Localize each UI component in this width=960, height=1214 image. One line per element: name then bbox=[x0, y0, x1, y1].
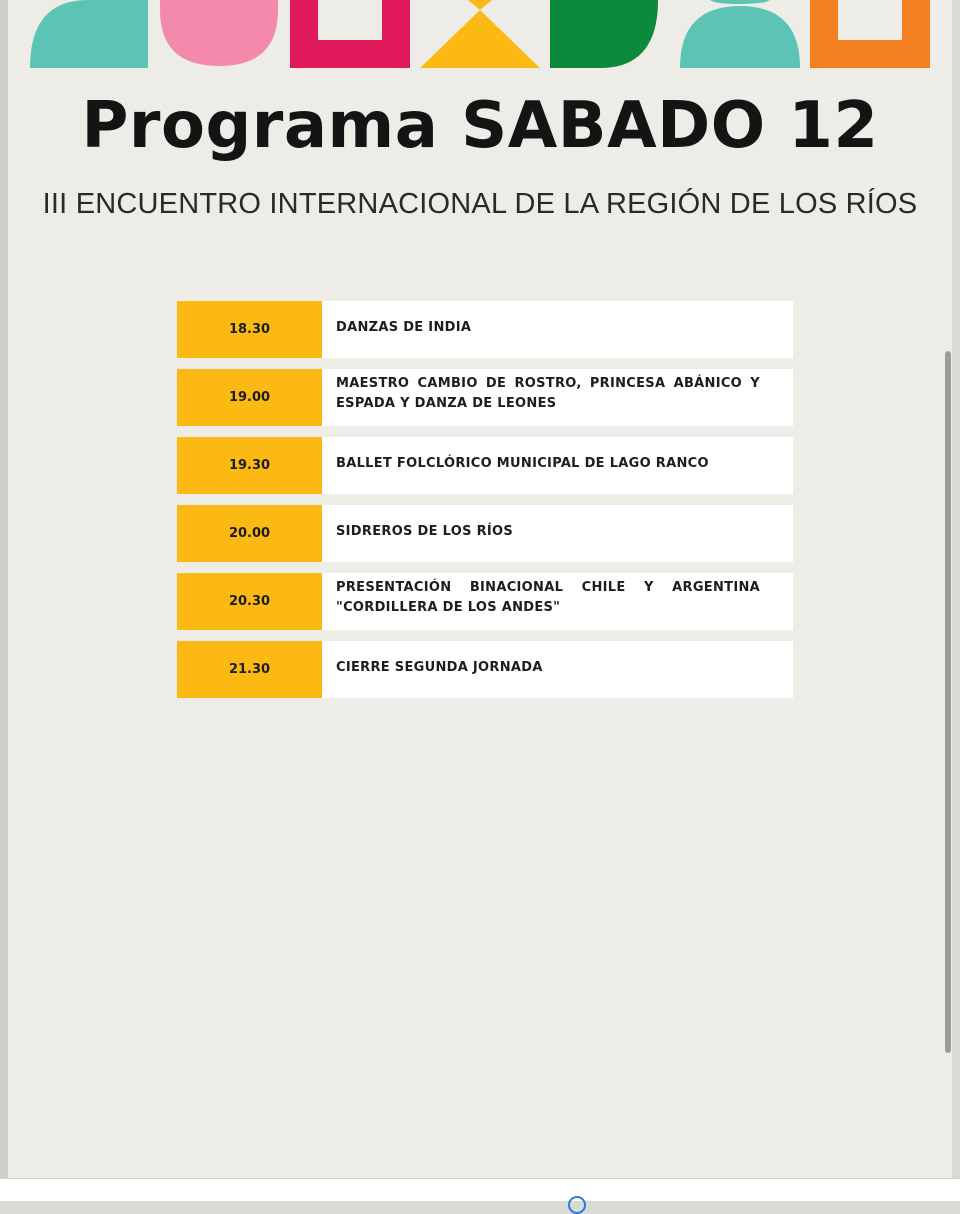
teal-half-circle-shape bbox=[30, 0, 148, 68]
schedule-time: 20.00 bbox=[177, 505, 322, 562]
schedule-event: SIDREROS DE LOS RÍOS bbox=[322, 505, 793, 562]
schedule-event: MAESTRO CAMBIO DE ROSTRO, PRINCESA ABÁNICO Y ESPADA Y DANZA DE LEONES bbox=[322, 369, 793, 426]
teal-top-rounded-shape bbox=[710, 0, 770, 4]
orange-square-frame-shape bbox=[810, 0, 930, 68]
schedule-row bbox=[177, 573, 793, 630]
schedule-time: 18.30 bbox=[177, 301, 322, 358]
schedule-time: 19.00 bbox=[177, 369, 322, 426]
schedule-table bbox=[177, 301, 793, 709]
yellow-triangle-shape bbox=[420, 10, 540, 68]
vertical-scrollbar[interactable] bbox=[944, 0, 952, 1178]
schedule-row bbox=[177, 641, 793, 698]
left-edge bbox=[0, 0, 8, 1178]
schedule-row bbox=[177, 369, 793, 426]
bottom-toolbar bbox=[0, 1178, 960, 1201]
page-subtitle: III ENCUENTRO INTERNACIONAL DE LA REGIÓN DE LOS RÍOS bbox=[42, 188, 918, 220]
circle-icon[interactable] bbox=[568, 1196, 586, 1214]
pink-rounded-shape bbox=[160, 0, 278, 66]
schedule-event: CIERRE SEGUNDA JORNADA bbox=[322, 641, 793, 698]
schedule-time: 21.30 bbox=[177, 641, 322, 698]
schedule-row bbox=[177, 301, 793, 358]
scrollbar-thumb[interactable] bbox=[945, 351, 951, 1053]
page-title: Programa SABADO 12 bbox=[81, 89, 879, 163]
schedule-row bbox=[177, 505, 793, 562]
schedule-row bbox=[177, 437, 793, 494]
schedule-time: 20.30 bbox=[177, 573, 322, 630]
decorative-shapes-banner bbox=[8, 0, 952, 70]
program-page[interactable] bbox=[8, 0, 952, 1178]
schedule-event: BALLET FOLCLÓRICO MUNICIPAL DE LAGO RANCO bbox=[322, 437, 793, 494]
teal-dome-shape bbox=[680, 6, 800, 68]
green-half-disc-shape bbox=[550, 0, 658, 68]
magenta-square-frame-shape bbox=[290, 0, 410, 68]
yellow-small-triangle-shape bbox=[468, 0, 492, 10]
schedule-event: PRESENTACIÓN BINACIONAL CHILE Y ARGENTINA "CORDILLERA DE LOS ANDES" bbox=[322, 573, 793, 630]
schedule-time: 19.30 bbox=[177, 437, 322, 494]
schedule-event: DANZAS DE INDIA bbox=[322, 301, 793, 358]
